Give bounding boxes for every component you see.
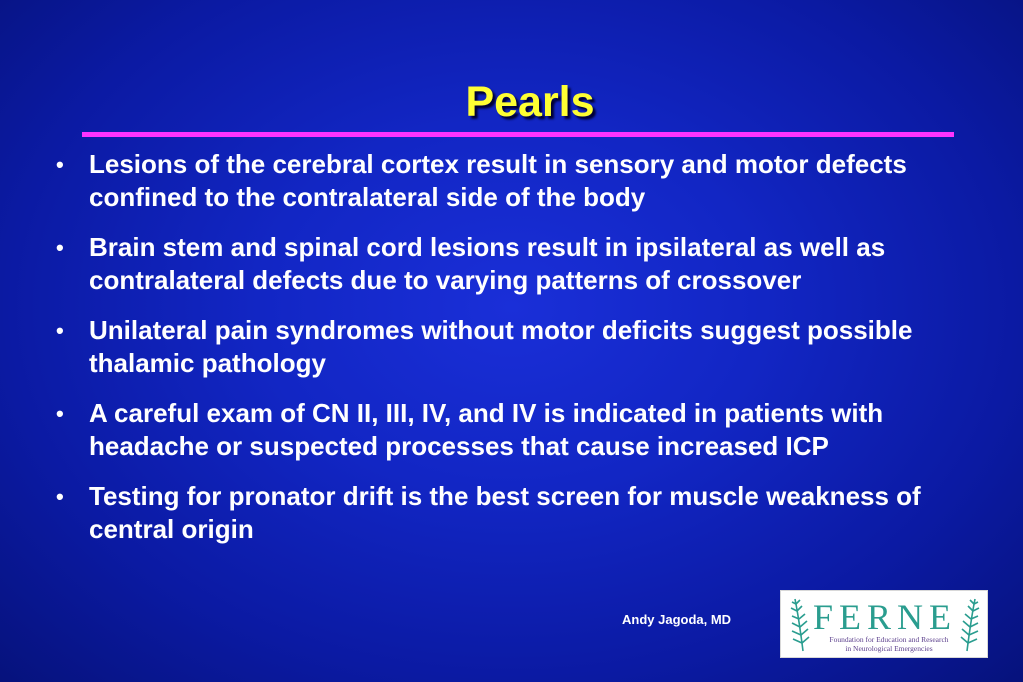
bullet-text: Lesions of the cerebral cortex result in sensory and motor defects confined to the contralateral side of the body [89,149,907,212]
author-credit: Andy Jagoda, MD [622,612,732,627]
title-divider [82,132,954,137]
bullet-icon: • [56,318,64,343]
logo-subtitle-line2: in Neurological Emergencies [845,644,933,653]
slide-title: Pearls [465,78,595,126]
bullet-item [56,397,986,463]
bullet-icon: • [56,152,64,177]
logo-subtitle-line1: Foundation for Education and Research [829,635,949,644]
bullet-icon: • [56,235,64,260]
bullet-item [56,231,986,297]
bullet-list [56,148,986,563]
bullet-item [56,314,986,380]
fern-leaf-icon [961,599,979,651]
bullet-icon: • [56,401,64,426]
bullet-text: Unilateral pain syndromes without motor deficits suggest possible thalamic pathology [89,315,913,378]
bullet-text: Brain stem and spinal cord lesions result in ipsilateral as well as contralateral defects due to varying patterns of crossover [89,232,886,295]
ferne-logo [780,590,988,658]
bullet-text: Testing for pronator drift is the best screen for muscle weakness of central origin [89,481,921,544]
fern-leaf-icon [791,599,809,651]
logo-letters: FERNE [812,597,958,637]
bullet-icon: • [56,484,64,509]
bullet-item [56,148,986,214]
bullet-text: A careful exam of CN II, III, IV, and IV is indicated in patients with headache or suspected processes that cause increased ICP [89,398,884,461]
bullet-item [56,480,986,546]
